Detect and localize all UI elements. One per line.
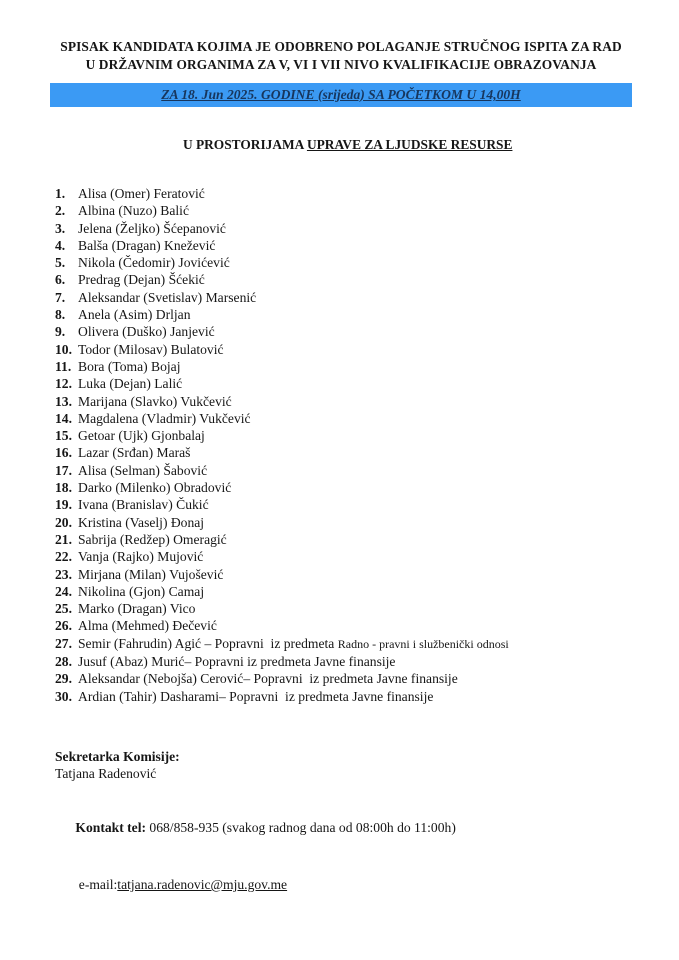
candidate-number: 18. bbox=[55, 480, 72, 496]
candidate-name: Vanja (Rajko) Mujović bbox=[78, 549, 204, 565]
candidate-number: 6. bbox=[55, 272, 66, 288]
candidate-row bbox=[55, 496, 632, 513]
candidate-name: Luka (Dejan) Lalić bbox=[78, 376, 183, 392]
candidate-row bbox=[55, 566, 632, 583]
candidate-note: Radno - pravni i službenički odnosi bbox=[337, 636, 509, 651]
candidate-name: Ardian (Tahir) Dasharami– Popravni iz predmeta Javne finansije bbox=[78, 688, 434, 704]
candidate-name: Nikolina (Gjon) Camaj bbox=[78, 583, 205, 599]
candidate-name: Olivera (Duško) Janjević bbox=[78, 324, 215, 340]
contact-label: Kontakt tel: bbox=[75, 819, 146, 835]
candidate-name: Marko (Dragan) Vico bbox=[78, 601, 196, 617]
candidate-number: 3. bbox=[55, 220, 66, 236]
secretary-label: Sekretarka Komisije: bbox=[55, 748, 180, 764]
candidate-name: Jelena (Željko) Šćepanović bbox=[78, 220, 226, 236]
location-underlined: UPRAVE ZA LJUDSKE RESURSE bbox=[306, 137, 513, 152]
candidate-row bbox=[55, 254, 632, 271]
candidate-number: 7. bbox=[55, 289, 66, 305]
exam-location-line bbox=[50, 118, 632, 172]
secretary-name: Tatjana Radenović bbox=[55, 766, 157, 782]
candidate-name: Aleksandar (Svetislav) Marsenić bbox=[78, 289, 257, 305]
candidate-row bbox=[55, 358, 632, 375]
candidate-number: 4. bbox=[55, 237, 66, 253]
candidate-number: 16. bbox=[55, 445, 72, 461]
candidate-row bbox=[55, 220, 632, 237]
candidate-name: Magdalena (Vladmir) Vukčević bbox=[78, 410, 251, 426]
candidate-name: Alisa (Omer) Feratović bbox=[78, 186, 205, 201]
candidate-row bbox=[55, 653, 632, 670]
exam-date-text: ZA 18. Jun 2025. GODINE (srijeda) SA POČETKOM U 14,00H bbox=[161, 87, 521, 102]
candidate-number: 15. bbox=[55, 428, 72, 444]
candidate-number: 26. bbox=[55, 618, 72, 634]
candidate-number: 25. bbox=[55, 601, 72, 617]
candidate-name: Sabrija (Redžep) Omeragić bbox=[78, 531, 227, 547]
document-footer bbox=[55, 748, 632, 913]
candidate-number: 17. bbox=[55, 462, 72, 478]
candidate-row bbox=[55, 375, 632, 392]
candidate-row bbox=[55, 600, 632, 617]
candidate-row bbox=[55, 670, 632, 687]
candidate-row bbox=[55, 635, 632, 653]
title-line-2: U DRŽAVNIM ORGANIMA ZA V, VI I VII NIVO KVALIFIKACIJE OBRAZOVANJA bbox=[85, 57, 597, 72]
candidate-number: 23. bbox=[55, 566, 72, 582]
contact-line bbox=[55, 799, 632, 856]
candidate-row bbox=[55, 237, 632, 254]
candidate-name: Mirjana (Milan) Vujošević bbox=[78, 566, 224, 582]
candidate-name: Balša (Dragan) Knežević bbox=[78, 237, 216, 253]
candidate-name: Nikola (Čedomir) Jovićević bbox=[78, 255, 230, 271]
candidate-name: Lazar (Srđan) Maraš bbox=[78, 445, 191, 461]
candidate-row bbox=[55, 393, 632, 410]
candidate-name: Predrag (Dejan) Šćekić bbox=[78, 272, 205, 288]
candidate-list bbox=[55, 185, 632, 705]
document-title bbox=[50, 38, 632, 74]
candidate-row bbox=[55, 548, 632, 565]
candidate-name: Anela (Asim) Drljan bbox=[78, 307, 191, 323]
candidate-name: Kristina (Vaselj) Đonaj bbox=[78, 514, 205, 530]
candidate-name: Jusuf (Abaz) Murić– Popravni iz predmeta Javne finansije bbox=[78, 654, 396, 670]
candidate-name: Alma (Mehmed) Đečević bbox=[78, 618, 217, 634]
candidate-number: 20. bbox=[55, 514, 72, 530]
exam-date-banner bbox=[50, 83, 632, 107]
candidate-name: Bora (Toma) Bojaj bbox=[78, 358, 181, 374]
candidate-number: 1. bbox=[55, 186, 66, 201]
title-line-1: SPISAK KANDIDATA KOJIMA JE ODOBRENO POLAGANJE STRUČNOG ISPITA ZA RAD bbox=[60, 39, 622, 54]
candidate-name: Getoar (Ujk) Gjonbalaj bbox=[78, 428, 205, 444]
candidate-name: Semir (Fahrudin) Agić – Popravni iz predmeta bbox=[78, 635, 338, 651]
candidate-number: 9. bbox=[55, 324, 66, 340]
candidate-row bbox=[55, 462, 632, 479]
email-label: e-mail: bbox=[75, 876, 118, 892]
candidate-number: 22. bbox=[55, 549, 72, 565]
candidate-number: 27. bbox=[55, 635, 72, 651]
candidate-number: 24. bbox=[55, 583, 72, 599]
candidate-name: Aleksandar (Nebojša) Cerović– Popravni iz predmeta Javne finansije bbox=[78, 671, 458, 687]
candidate-row bbox=[55, 514, 632, 531]
candidate-name: Todor (Milosav) Bulatović bbox=[78, 341, 224, 357]
location-prefix: U PROSTORIJAMA bbox=[182, 137, 307, 152]
email-link[interactable]: tatjana.radenovic@mju.gov.me bbox=[117, 876, 288, 892]
candidate-row bbox=[55, 306, 632, 323]
candidate-number: 11. bbox=[55, 358, 72, 374]
candidate-row bbox=[55, 341, 632, 358]
candidate-row bbox=[55, 185, 632, 202]
candidate-name: Albina (Nuzo) Balić bbox=[78, 203, 189, 219]
candidate-row bbox=[55, 479, 632, 496]
candidate-name: Ivana (Branislav) Čukić bbox=[78, 497, 209, 513]
candidate-name: Marijana (Slavko) Vukčević bbox=[78, 393, 232, 409]
candidate-row bbox=[55, 271, 632, 288]
candidate-number: 19. bbox=[55, 497, 72, 513]
candidate-number: 2. bbox=[55, 203, 66, 219]
candidate-number: 5. bbox=[55, 255, 66, 271]
candidate-row bbox=[55, 410, 632, 427]
candidate-name: Darko (Milenko) Obradović bbox=[78, 480, 232, 496]
candidate-number: 12. bbox=[55, 376, 72, 392]
candidate-row bbox=[55, 531, 632, 548]
contact-text: 068/858-935 (svakog radnog dana od 08:00h do 11:00h) bbox=[146, 819, 456, 835]
candidate-row bbox=[55, 617, 632, 634]
candidate-row bbox=[55, 323, 632, 340]
candidate-number: 30. bbox=[55, 688, 72, 704]
candidate-row bbox=[55, 583, 632, 600]
email-line bbox=[55, 856, 632, 913]
candidate-number: 10. bbox=[55, 341, 72, 357]
candidate-name: Alisa (Selman) Šabović bbox=[78, 462, 208, 478]
candidate-number: 29. bbox=[55, 671, 72, 687]
candidate-number: 8. bbox=[55, 307, 66, 323]
candidate-row bbox=[55, 444, 632, 461]
candidate-number: 28. bbox=[55, 654, 72, 670]
candidate-row bbox=[55, 688, 632, 705]
candidate-row bbox=[55, 202, 632, 219]
candidate-number: 21. bbox=[55, 531, 72, 547]
candidate-number: 14. bbox=[55, 410, 72, 426]
candidate-row bbox=[55, 289, 632, 306]
candidate-row bbox=[55, 427, 632, 444]
candidate-number: 13. bbox=[55, 393, 72, 409]
